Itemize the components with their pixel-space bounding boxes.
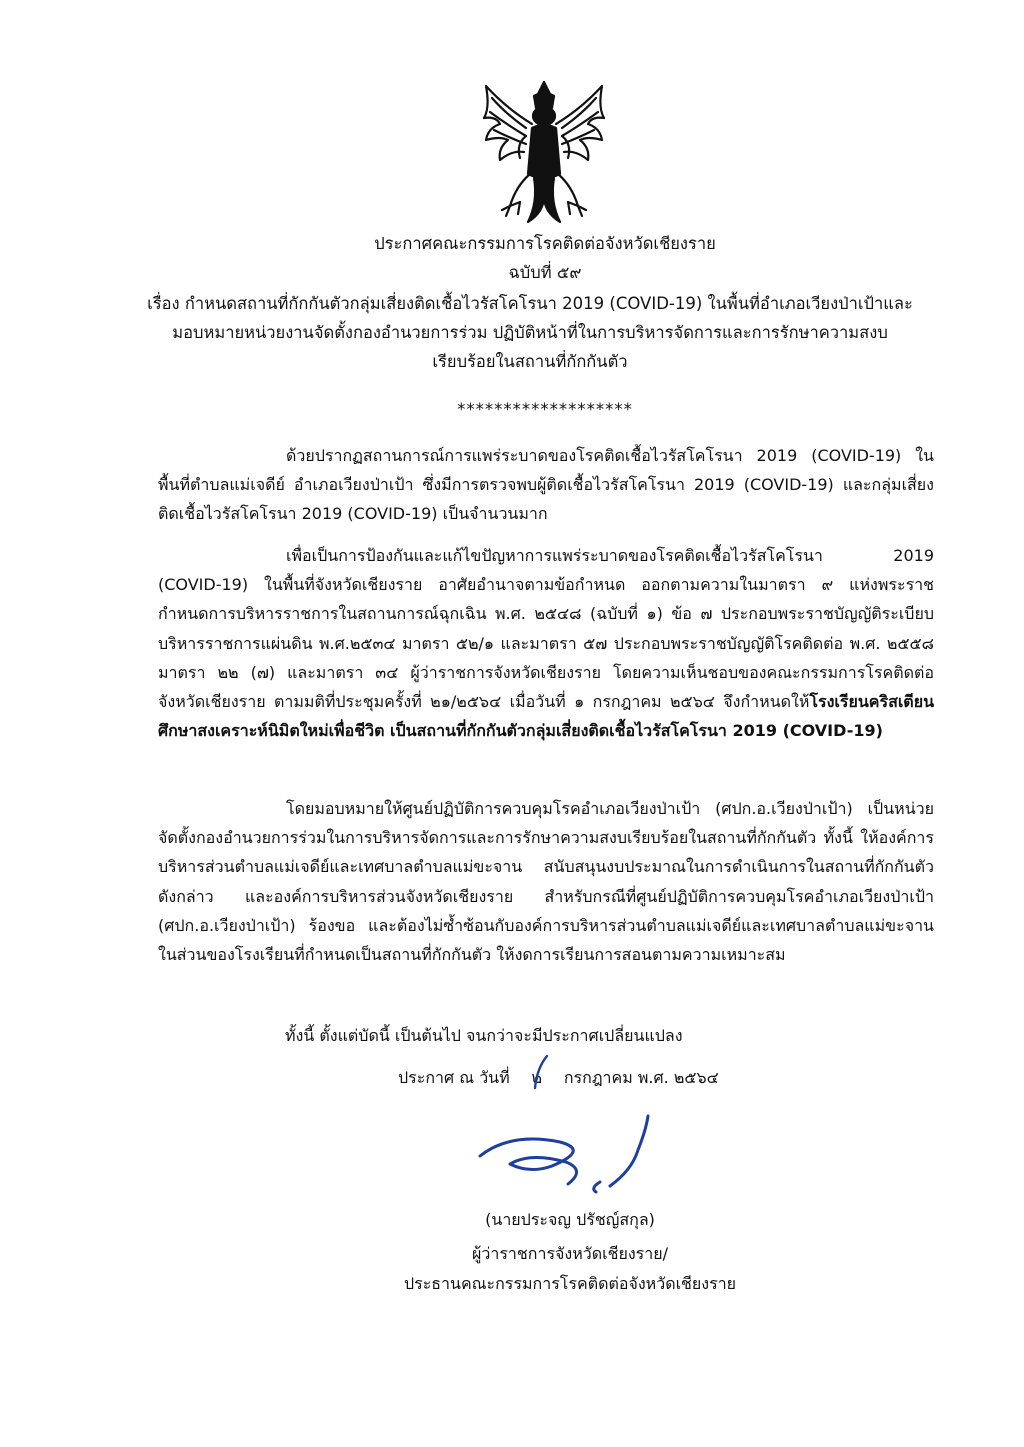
separator-line: ******************* — [457, 400, 633, 419]
paragraph-assignment — [158, 794, 934, 969]
paragraph-situation — [158, 441, 934, 529]
paragraph-situation-text: ด้วยปรากฏสถานการณ์การแพร่ระบาดของโรคติดเชื้อไวรัสโคโรนา 2019 (COVID-19) ในพื้นที่ตำบลแม่เจดีย์ อำเภอเวียงป่าเป้า ซึ่งมีการตรวจพบผู้ติดเชื้อไวรัสโคโรนา 2019 (COVID-19) และกลุ่มเสี่ยงติดเชื้อไวรัสโคโรนา 2019 (COVID-19) เป็นจำนวนมาก — [158, 446, 934, 524]
handwritten-day-mark-icon — [527, 1054, 553, 1094]
announcement-title: ประกาศคณะกรรมการโรคติดต่อจังหวัดเชียงราย — [374, 234, 716, 253]
signatory-name: (นายประจญ ปรัชญ์สกุล) — [485, 1210, 655, 1229]
subject-line-1: เรื่อง กำหนดสถานที่กักกันตัวกลุ่มเสี่ยงติดเชื้อไวรัสโคโรนา 2019 (COVID-19) ในพื้นที่อำเภอเวียงป่าเป้าและ — [147, 294, 913, 313]
closing-statement: ทั้งนี้ ตั้งแต่บัดนี้ เป็นต้นไป จนกว่าจะมีประกาศเปลี่ยนแปลง — [285, 1026, 683, 1045]
signature-icon — [470, 1112, 670, 1200]
subject-line-2: มอบหมายหน่วยงานจัดตั้งกองอำนวยการร่วม ปฏิบัติหน้าที่ในการบริหารจัดการและการรักษาความสงบ — [172, 323, 888, 342]
announcement-subject — [80, 289, 980, 376]
announcement-number: ฉบับที่ ๕๙ — [508, 263, 582, 282]
paragraph-order — [158, 541, 934, 745]
paragraph-order-text: เพื่อเป็นการป้องกันและแก้ไขปัญหาการแพร่ระบาดของโรคติดเชื้อไวรัสโคโรนา 2019 (COVID-19) ในพื้นที่จังหวัดเชียงราย อาศัยอำนาจตามข้อกำหนด ออกตามความในมาตรา ๙ แห่งพระราชกำหนดการบริหารราชการในสถานการณ์ฉุกเฉิน พ.ศ. ๒๕๔๘ (ฉบับที่ ๑) ข้อ ๗ ประกอบพระราชบัญญัติระเบียบบริหารราชการแผ่นดิน พ.ศ.๒๕๓๔ มาตรา ๕๒/๑ และมาตรา ๕๗ ประกอบพระราชบัญญัติโรคติดต่อ พ.ศ. ๒๕๕๘ มาตรา ๒๒ (๗) และมาตรา ๓๔ ผู้ว่าราชการจังหวัดเชียงราย โดยความเห็นชอบของคณะกรรมการโรคติดต่อจังหวัดเชียงราย ตามมติที่ประชุมครั้งที่ ๒๑/๒๕๖๔ เมื่อวันที่ ๑ กรกฎาคม ๒๕๖๔ จึงกำหนดให้ — [158, 546, 934, 712]
paragraph-order-designation: โรงเรียนคริสเตียนศึกษาสงเคราะห์นิมิตใหม่เพื่อชีวิต เป็นสถานที่กักกันตัวกลุ่มเสี่ยงติดเชื้อไวรัสโคโรนา 2019 (COVID-19) — [158, 692, 934, 741]
signatory-position-1: ผู้ว่าราชการจังหวัดเชียงราย/ — [471, 1244, 668, 1263]
date-day: ๒ — [531, 1068, 543, 1087]
paragraph-assignment-text: โดยมอบหมายให้ศูนย์ปฏิบัติการควบคุมโรคอำเภอเวียงป่าเป้า (ศปก.อ.เวียงป่าเป้า) เป็นหน่วยจัดตั้งกองอำนวยการร่วมในการบริหารจัดการและการรักษาความสงบเรียบร้อยในสถานที่กักกันตัว ทั้งนี้ ให้องค์การบริหารส่วนตำบลแม่เจดีย์และเทศบาลตำบลแม่ขะจาน สนับสนุนงบประมาณในการดำเนินการในสถานที่กักกันตัวดังกล่าว และองค์การบริหารส่วนจังหวัดเชียงราย สำหรับกรณีที่ศูนย์ปฏิบัติการควบคุมโรคอำเภอเวียงป่าเป้า (ศปก.อ.เวียงป่าเป้า) ร้องขอ และต้องไม่ซ้ำซ้อนกับองค์การบริหารส่วนตำบลแม่เจดีย์และเทศบาลตำบลแม่ขะจาน ในส่วนของโรงเรียนที่กำหนดเป็นสถานที่กักกันตัว ให้งดการเรียนการสอนตามความเหมาะสม — [158, 799, 934, 965]
announcement-date — [398, 1064, 719, 1092]
subject-line-3: เรียบร้อยในสถานที่กักกันตัว — [432, 352, 628, 371]
date-month-year: กรกฎาคม พ.ศ. ๒๕๖๔ — [563, 1068, 719, 1087]
date-prefix: ประกาศ ณ วันที่ — [398, 1068, 510, 1087]
signatory-position-2: ประธานคณะกรรมการโรคติดต่อจังหวัดเชียงราย — [403, 1274, 737, 1293]
garuda-emblem-icon — [476, 78, 612, 226]
